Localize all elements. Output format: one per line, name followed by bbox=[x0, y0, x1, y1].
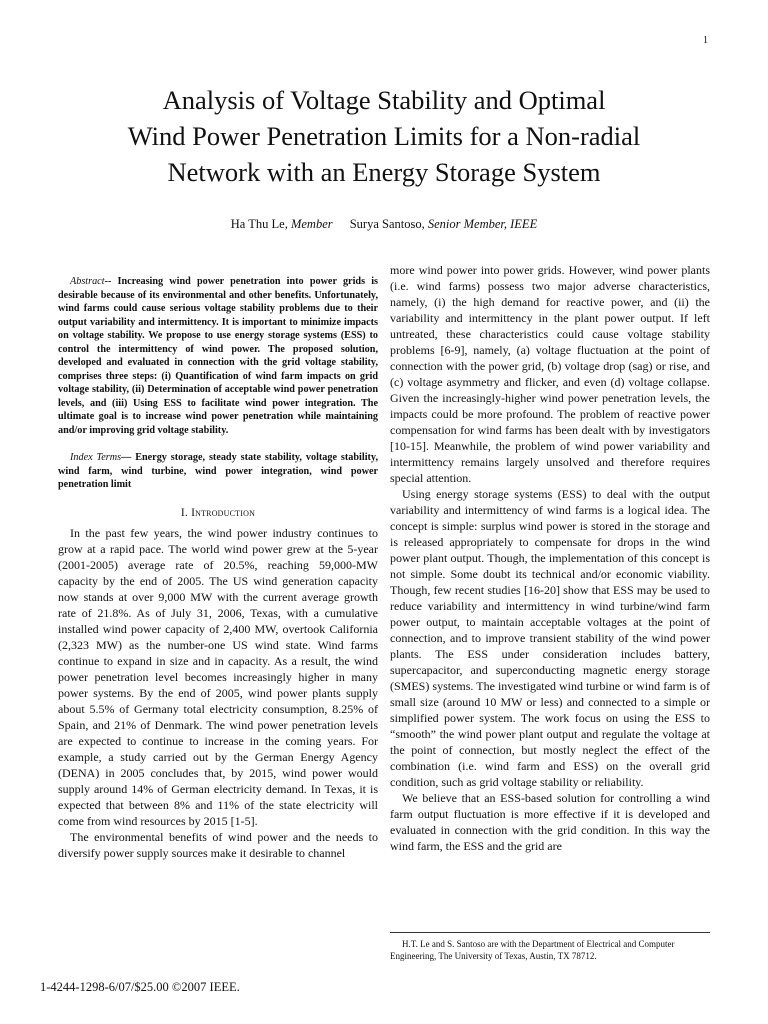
abstract-label: Abstract bbox=[70, 276, 105, 287]
section-number: I. bbox=[180, 506, 188, 519]
right-column bbox=[390, 262, 710, 854]
index-terms bbox=[58, 451, 378, 492]
left-column bbox=[58, 275, 378, 861]
section-heading bbox=[58, 505, 378, 521]
section-title: Introduction bbox=[191, 506, 256, 519]
author-line bbox=[0, 217, 768, 232]
author2-name: Surya Santoso, bbox=[349, 217, 425, 231]
page-number: 1 bbox=[703, 35, 708, 46]
abstract-text: -- Increasing wind power penetration into power grids is desirable because of its environmental and other benefits. Unfortunately, wind farms could cause serious voltage stability problems due to their output variability and intermittency. It is important to minimize impacts on voltage stability. We propose to use energy storage systems (ESS) to control the intermittency of wind power. The proposed solution, developed and evaluated in connection with the grid voltage stability, comprises three steps: (i) Quantification of wind farm impacts on grid voltage stability, (ii) Determination of acceptable wind power penetration levels, and (iii) Using ESS to facilitate wind power integration. The ultimate goal is to increase wind power penetration while maintaining and/or improving grid voltage stability. bbox=[58, 276, 378, 436]
title-line-1: Analysis of Voltage Stability and Optimal bbox=[162, 85, 606, 115]
author-affiliation-footnote: H.T. Le and S. Santoso are with the Department of Electrical and Computer Engineering, The University of Texas, Austin, TX 78712. bbox=[390, 939, 675, 961]
copyright-notice: 1-4244-1298-6/07/$25.00 ©2007 IEEE. bbox=[40, 980, 240, 994]
author1-name: Ha Thu Le, bbox=[230, 217, 288, 231]
right-paragraph-3: We believe that an ESS-based solution for controlling a wind farm output fluctuation is more effective if it is developed and evaluated in connection with the grid condition. In this way the wind farm, the ESS and the grid are bbox=[390, 791, 710, 853]
author2-role: Senior Member, IEEE bbox=[427, 217, 538, 231]
abstract bbox=[58, 275, 378, 437]
index-terms-text: — Energy storage, steady state stability, voltage stability, wind farm, wind turbine, wind power integration, wind power penetration limit bbox=[58, 452, 379, 490]
intro-paragraph-2: The environmental benefits of wind power and the needs to diversify power supply sources make it desirable to channel bbox=[58, 829, 378, 860]
intro-paragraph-1: In the past few years, the wind power industry continues to grow at a rapid pace. The world wind power grew at the 5-year (2001-2005) average rate of 20.5%, reaching 59,000-MW capacity by the end of 2005. The US wind generation capacity now stands at over 9,000 MW with the current average growth rate of 21.8%. As of July 31, 2006, Texas, with a cumulative installed wind power capacity of 2,400 MW, overtook California (2,323 MW) as the number-one US wind state. Wind farms continue to expand in size and in capacity. As a result, the wind power penetration level becomes increasingly higher in many power systems. By the end of 2005, wind power plants supply about 5.5% of Germany total electricity consumption, 8.25% of Spain, and 21% of Denmark. The wind power penetration levels are expected to continue to increase in the coming years. For example, a study carried out by the German Energy Agency (DENA) in 2005 concludes that, by 2015, wind power would supply around 14% of German electricity demand. In Texas, it is expected that between 8% and 11% of the state electricity will come from wind resources by 2015 [1-5]. bbox=[58, 525, 378, 828]
index-terms-label: Index Terms bbox=[70, 452, 122, 463]
footnote-divider bbox=[390, 932, 710, 933]
title-line-2: Wind Power Penetration Limits for a Non-radial bbox=[127, 121, 641, 151]
title-line-3: Network with an Energy Storage System bbox=[167, 157, 601, 187]
paper-title bbox=[60, 82, 708, 190]
right-paragraph-1: more wind power into power grids. However, wind power plants (i.e. wind farms) possess two major adverse characteristics, namely, (i) the high demand for reactive power, and (ii) the variability and intermittency in the plant power output. If left untreated, these characteristics could cause voltage stability problems [6-9], namely, (a) voltage fluctuation at the point of connection with the power grid, (b) voltage drop (sag) or rise, and (c) voltage asymmetry and flicker, and even (d) voltage collapse. Given the increasingly-higher wind power penetration levels, the impacts could be more profound. The problem of reactive power compensation for wind farms has been dealt with by investigators [10-15]. Meanwhile, the problem of wind power variability and intermittency remains largely unsolved and therefore requires special attention. bbox=[390, 263, 710, 485]
author1-role: Member bbox=[290, 217, 333, 231]
right-paragraph-2: Using energy storage systems (ESS) to deal with the output variability and intermittency of wind farms is a logical idea. The concept is simple: surplus wind power is stored in the storage and is released appropriately to compensate for drops in the wind power plant output. Though, the implementation of this concept is not simple. Some doubt its technical and/or economic viability. Though, few recent studies [16-20] show that ESS may be used to reduce variability and intermittency in wind turbine/wind farm power output, to maintain acceptable voltages at the point of connection, and to improve transient stability of the wind power plants. The ESS under consideration includes battery, supercapacitor, and superconducting magnetic energy storage (SMES) systems. The investigated wind turbine or wind farm is of small size (around 10 MW or less) and connected to a simple or simplified power system. The work focus on using the ESS to “smooth” the wind power plant output and regulate the voltage at the point of connection, but mostly neglect the effect of the combination (i.e. wind farm and ESS) on the overall grid condition, such as grid voltage stability or reliability. bbox=[390, 487, 710, 789]
